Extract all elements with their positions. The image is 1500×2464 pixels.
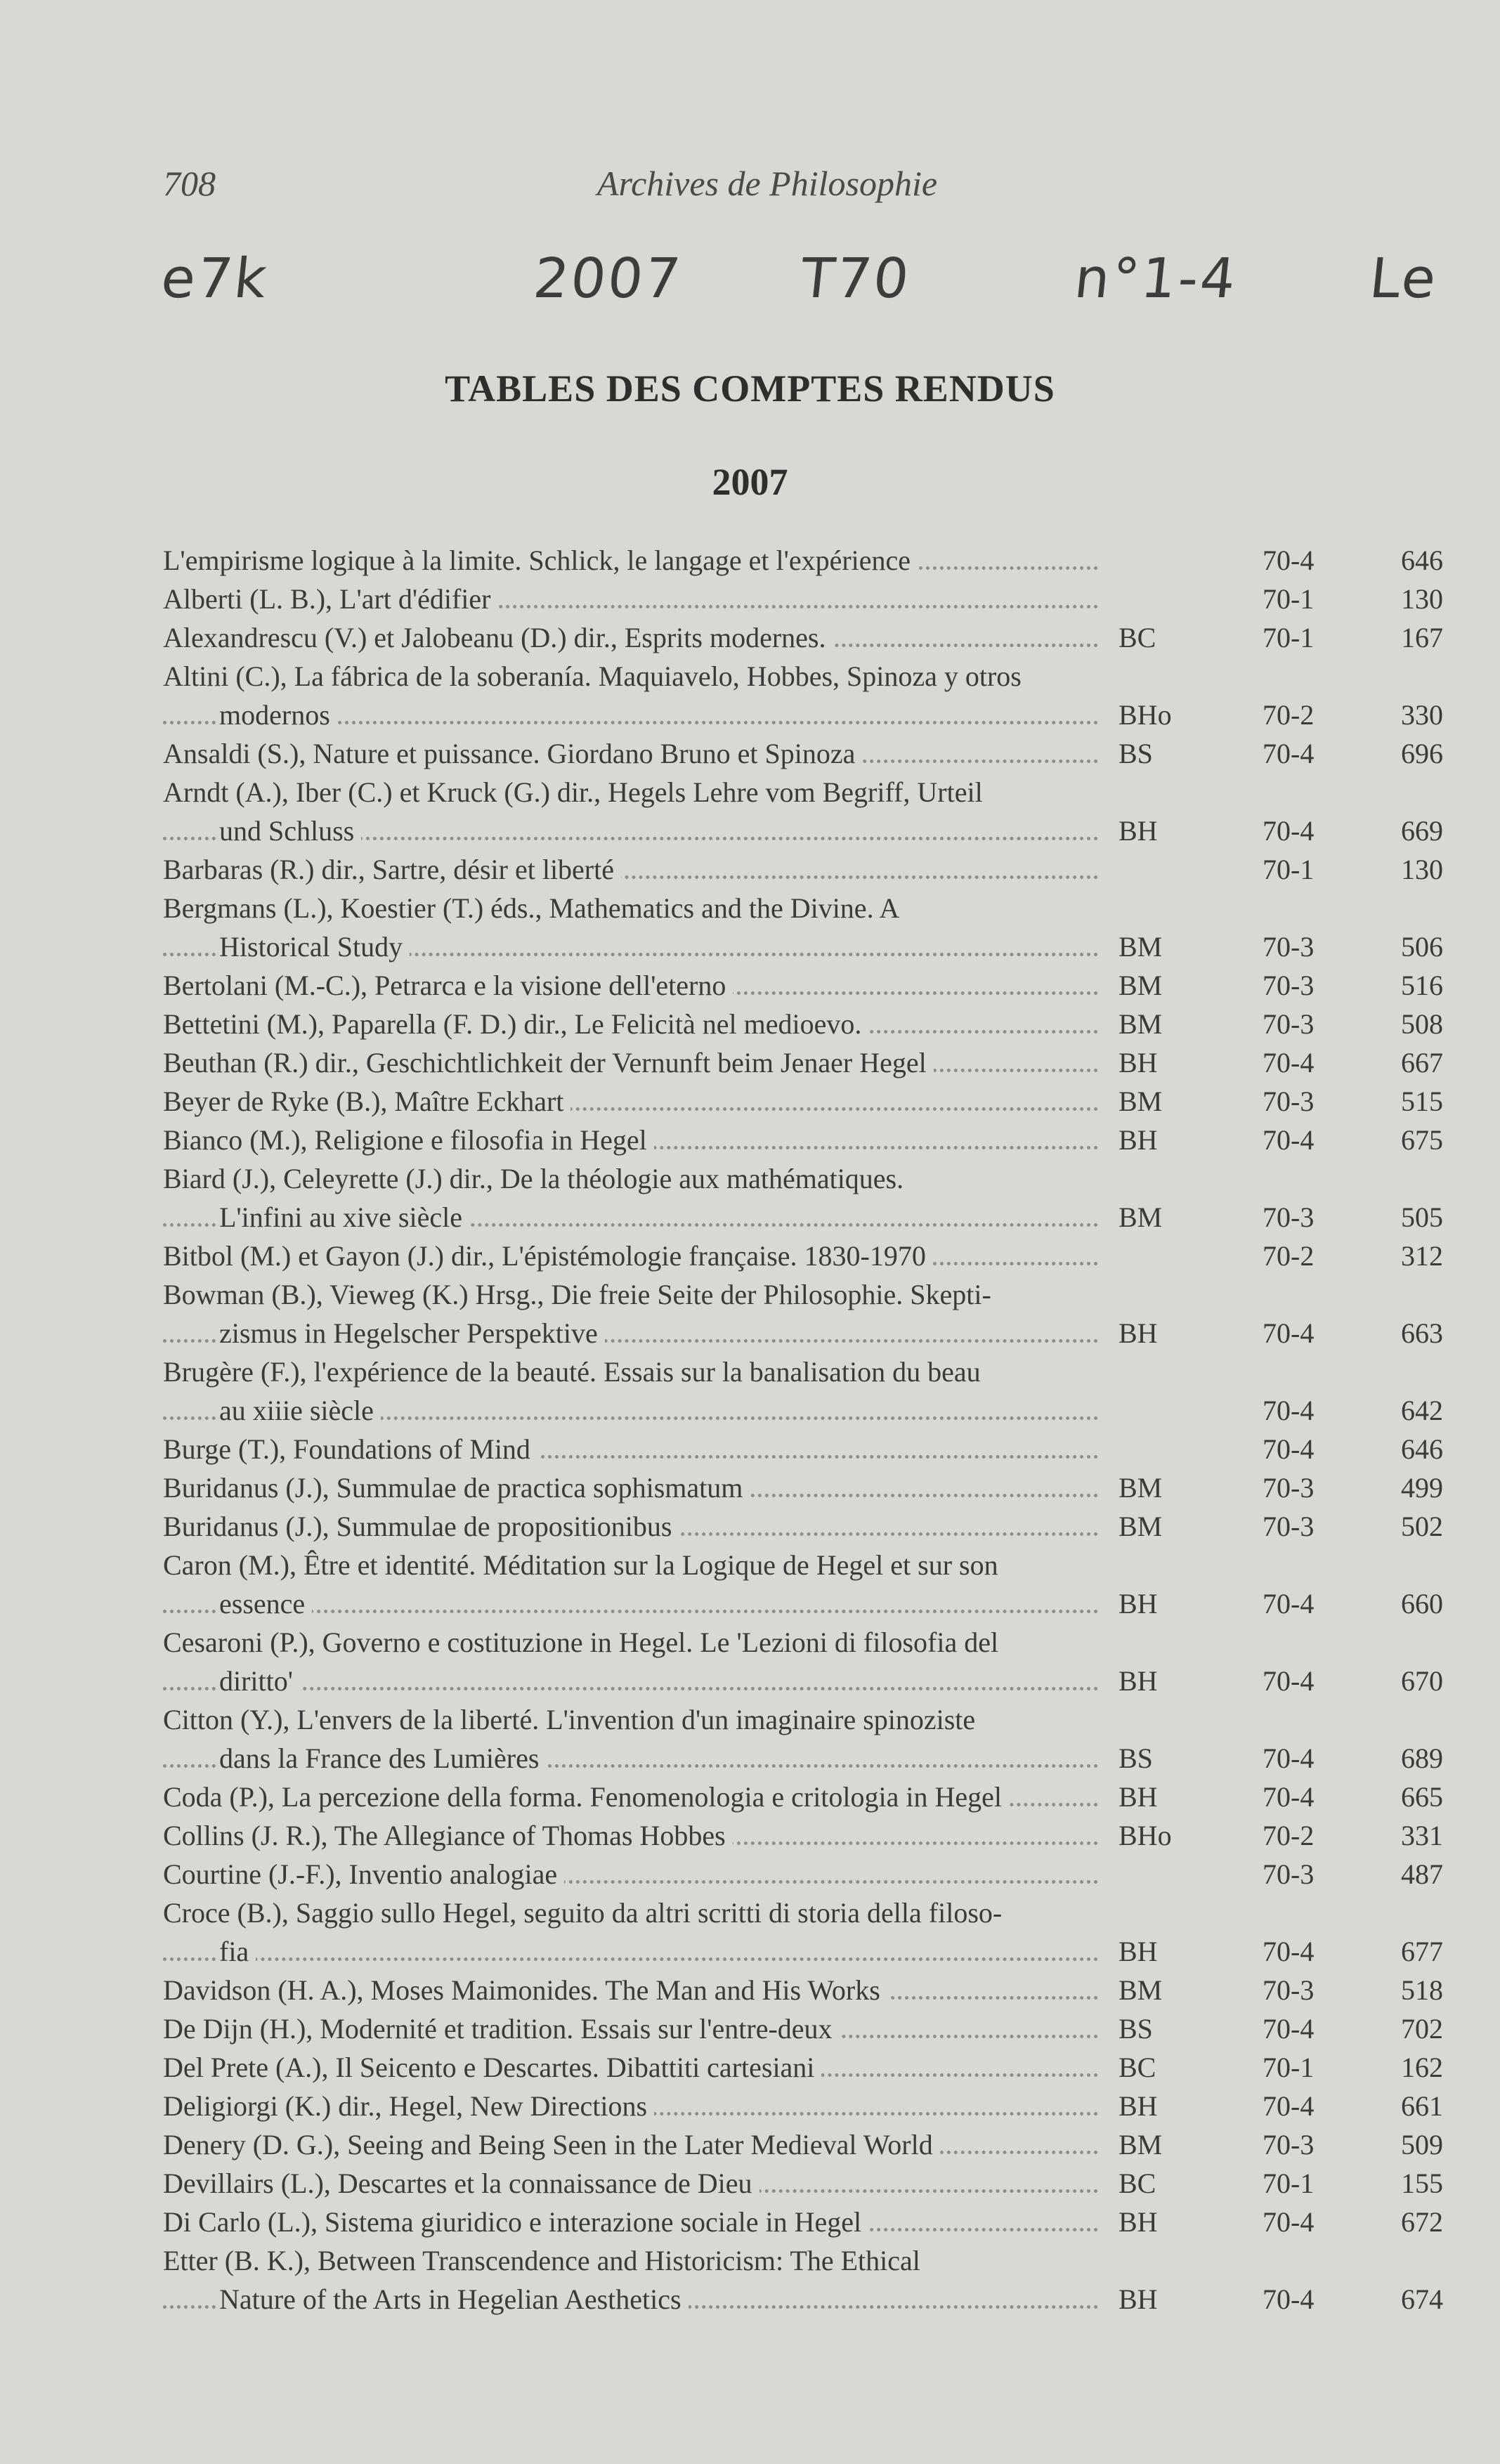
volume-issue: 70-4 — [1263, 1317, 1315, 1349]
entry-title: Croce (B.), Saggio sullo Hegel, seguito da altri scritti di storia della filoso- — [163, 1897, 1009, 1929]
volume-issue: 70-3 — [1263, 1472, 1315, 1504]
index-entry — [163, 2048, 1449, 2087]
page-reference: 130 — [1401, 854, 1443, 885]
index-entry — [163, 1275, 1449, 1352]
entry-line — [163, 1430, 1449, 1468]
volume-issue: 70-4 — [1263, 738, 1315, 769]
page-reference: 155 — [1401, 2168, 1443, 2199]
entry-reference — [1097, 1043, 1449, 1082]
series-code: BS — [1119, 1742, 1153, 1774]
series-code: BH — [1119, 1317, 1158, 1349]
series-code: BS — [1119, 2013, 1153, 2045]
page-reference: 506 — [1401, 931, 1443, 963]
page-reference: 669 — [1401, 815, 1443, 847]
series-code: BM — [1119, 970, 1163, 1001]
index-entry — [163, 1082, 1449, 1121]
index-entry — [163, 889, 1449, 966]
review-index-list — [163, 541, 1449, 2319]
volume-issue: 70-3 — [1263, 1974, 1315, 2006]
entry-reference — [1097, 1662, 1449, 1700]
entry-reference — [1097, 1005, 1449, 1043]
entry-title-continued: L'infini au xive siècle — [219, 1201, 469, 1233]
journal-title: Archives de Philosophie — [596, 164, 938, 203]
entry-title-continued: und Schluss — [219, 815, 361, 847]
entry-title: Buridanus (J.), Summulae de practica sophismatum — [163, 1472, 750, 1504]
volume-issue: 70-3 — [1263, 1858, 1315, 1890]
entry-reference — [1097, 850, 1449, 889]
entry-line — [163, 657, 1449, 696]
entry-line — [163, 1546, 1449, 1584]
volume-issue: 70-3 — [1263, 931, 1315, 963]
entry-title: Caron (M.), Être et identité. Méditation sur la Logique de Hegel et sur son — [163, 1549, 1005, 1581]
index-entry — [163, 1893, 1449, 1971]
handwritten-shelfmark: e7k — [158, 247, 272, 311]
entry-line-continued — [163, 1584, 1449, 1623]
index-entry — [163, 1159, 1449, 1237]
page-reference: 663 — [1401, 1317, 1443, 1349]
entry-reference — [1097, 811, 1449, 850]
entry-title: Collins (J. R.), The Allegiance of Thomas Hobbes — [163, 1820, 733, 1851]
page-reference: 499 — [1401, 1472, 1443, 1504]
entry-reference — [1097, 541, 1449, 580]
entry-reference — [1097, 966, 1449, 1005]
entry-line-continued — [163, 1739, 1449, 1778]
entry-title: Brugère (F.), l'expérience de la beauté. Essais sur la banalisation du beau — [163, 1356, 988, 1388]
series-code: BS — [1119, 738, 1153, 769]
entry-line-continued — [163, 1314, 1449, 1352]
volume-issue: 70-4 — [1263, 1742, 1315, 1774]
entry-reference — [1097, 1932, 1449, 1971]
page-reference: 674 — [1401, 2283, 1443, 2315]
page-reference: 130 — [1401, 583, 1443, 615]
entry-reference — [1097, 1507, 1449, 1546]
entry-line — [163, 850, 1449, 889]
page-reference: 508 — [1401, 1008, 1443, 1040]
entry-reference — [1097, 2203, 1449, 2241]
series-code: BC — [1119, 2052, 1156, 2083]
entry-line — [163, 734, 1449, 773]
entry-reference — [1097, 1391, 1449, 1430]
entry-title-continued: fia — [219, 1936, 256, 1967]
series-code: BC — [1119, 622, 1156, 653]
index-entry — [163, 734, 1449, 773]
entry-title: Denery (D. G.), Seeing and Being Seen in the Later Medieval World — [163, 2129, 940, 2160]
entry-title: Davidson (H. A.), Moses Maimonides. The Man and His Works — [163, 1974, 887, 2006]
entry-title: De Dijn (H.), Modernité et tradition. Essais sur l'entre-deux — [163, 2013, 840, 2045]
page-reference: 330 — [1401, 699, 1443, 731]
entry-title: Del Prete (A.), Il Seicento e Descartes. Dibattiti cartesiani — [163, 2052, 821, 2083]
series-code: BH — [1119, 1124, 1158, 1156]
page-reference: 487 — [1401, 1858, 1443, 1890]
entry-reference — [1097, 1584, 1449, 1623]
series-code: BM — [1119, 931, 1163, 963]
entry-title: Citton (Y.), L'envers de la liberté. L'invention d'un imaginaire spinoziste — [163, 1704, 982, 1735]
index-entry — [163, 1430, 1449, 1468]
entry-title: L'empirisme logique à la limite. Schlick, le langage et l'expérience — [163, 545, 918, 576]
entry-reference — [1097, 1468, 1449, 1507]
page-reference: 667 — [1401, 1047, 1443, 1078]
entry-reference — [1097, 1778, 1449, 1816]
series-code: BM — [1119, 1511, 1163, 1542]
entry-title: Alberti (L. B.), L'art d'édifier — [163, 583, 497, 615]
entry-title: Ansaldi (S.), Nature et puissance. Giordano Bruno et Spinoza — [163, 738, 862, 769]
entry-line — [163, 1121, 1449, 1159]
page-reference: 672 — [1401, 2206, 1443, 2238]
index-entry — [163, 1005, 1449, 1043]
entry-line — [163, 1005, 1449, 1043]
page-reference: 646 — [1401, 1433, 1443, 1465]
volume-issue: 70-4 — [1263, 1047, 1315, 1078]
entry-title: Coda (P.), La percezione della forma. Fenomenologia e critologia in Hegel — [163, 1781, 1009, 1813]
entry-reference — [1097, 2125, 1449, 2164]
page-reference: 696 — [1401, 738, 1443, 769]
volume-issue: 70-1 — [1263, 2052, 1315, 2083]
index-entry — [163, 2009, 1449, 2048]
index-entry — [163, 850, 1449, 889]
volume-issue: 70-4 — [1263, 1936, 1315, 1967]
year-heading: 2007 — [712, 461, 788, 503]
volume-issue: 70-2 — [1263, 699, 1315, 731]
entry-line — [163, 1468, 1449, 1507]
entry-line — [163, 1275, 1449, 1314]
entry-line — [163, 1855, 1449, 1893]
entry-title: Biard (J.), Celeyrette (J.) dir., De la théologie aux mathématiques. — [163, 1163, 911, 1194]
handwritten-year: 2007 — [530, 247, 686, 311]
entry-line — [163, 966, 1449, 1005]
entry-reference — [1097, 1237, 1449, 1275]
volume-issue: 70-3 — [1263, 1511, 1315, 1542]
page-reference: 515 — [1401, 1086, 1443, 1117]
entry-title: Bitbol (M.) et Gayon (J.) dir., L'épistémologie française. 1830-1970 — [163, 1240, 933, 1272]
series-code: BH — [1119, 2206, 1158, 2238]
index-entry — [163, 2087, 1449, 2125]
series-code: BM — [1119, 1086, 1163, 1117]
page-reference: 665 — [1401, 1781, 1443, 1813]
entry-title: Beyer de Ryke (B.), Maître Eckhart — [163, 1086, 570, 1117]
entry-title-continued: modernos — [219, 699, 337, 731]
entry-line-continued — [163, 1932, 1449, 1971]
entry-title: Alexandrescu (V.) et Jalobeanu (D.) dir., Esprits modernes. — [163, 622, 833, 653]
volume-issue: 70-4 — [1263, 2283, 1315, 2315]
volume-issue: 70-3 — [1263, 2129, 1315, 2160]
entry-reference — [1097, 927, 1449, 966]
volume-issue: 70-4 — [1263, 1124, 1315, 1156]
entry-title: Cesaroni (P.), Governo e costituzione in Hegel. Le 'Lezioni di filosofia del — [163, 1627, 1005, 1658]
series-code: BH — [1119, 1588, 1158, 1619]
entry-reference — [1097, 1314, 1449, 1352]
series-code: BH — [1119, 1047, 1158, 1078]
series-code: BH — [1119, 2283, 1158, 2315]
series-code: BM — [1119, 1472, 1163, 1504]
index-entry — [163, 1778, 1449, 1816]
running-head — [163, 163, 1371, 212]
entry-line — [163, 1352, 1449, 1391]
volume-issue: 70-3 — [1263, 1086, 1315, 1117]
handwritten-issues: n°1-4 — [1071, 247, 1241, 311]
series-code: BH — [1119, 1665, 1158, 1697]
volume-issue: 70-1 — [1263, 854, 1315, 885]
series-code: BM — [1119, 2129, 1163, 2160]
entry-title-continued: Nature of the Arts in Hegelian Aesthetics — [219, 2283, 689, 2315]
entry-line — [163, 1507, 1449, 1546]
volume-issue: 70-4 — [1263, 1433, 1315, 1465]
entry-line — [163, 541, 1449, 580]
entry-reference — [1097, 1816, 1449, 1855]
entry-line — [163, 2087, 1449, 2125]
entry-line — [163, 1043, 1449, 1082]
entry-title: Buridanus (J.), Summulae de propositionibus — [163, 1511, 679, 1542]
volume-issue: 70-4 — [1263, 815, 1315, 847]
index-entry — [163, 1468, 1449, 1507]
entry-reference — [1097, 1121, 1449, 1159]
volume-issue: 70-4 — [1263, 545, 1315, 576]
volume-issue: 70-3 — [1263, 970, 1315, 1001]
page-reference: 642 — [1401, 1395, 1443, 1426]
series-code: BH — [1119, 1781, 1158, 1813]
page-reference: 167 — [1401, 622, 1443, 653]
page-number: 708 — [163, 164, 216, 203]
index-entry — [163, 773, 1449, 850]
series-code: BM — [1119, 1201, 1163, 1233]
page-reference: 670 — [1401, 1665, 1443, 1697]
index-entry — [163, 966, 1449, 1005]
entry-line-continued — [163, 696, 1449, 734]
index-entry — [163, 618, 1449, 657]
index-entry — [163, 2125, 1449, 2164]
volume-issue: 70-2 — [1263, 1240, 1315, 1272]
entry-line — [163, 2164, 1449, 2203]
volume-issue: 70-1 — [1263, 2168, 1315, 2199]
volume-issue: 70-4 — [1263, 2090, 1315, 2122]
volume-issue: 70-2 — [1263, 1820, 1315, 1851]
entry-line-continued — [163, 1662, 1449, 1700]
volume-issue: 70-3 — [1263, 1008, 1315, 1040]
page-reference: 516 — [1401, 970, 1443, 1001]
entry-title: Bianco (M.), Religione e filosofia in Hegel — [163, 1124, 654, 1156]
series-code: BH — [1119, 1936, 1158, 1967]
entry-line-continued — [163, 811, 1449, 850]
entry-line — [163, 1778, 1449, 1816]
index-entry — [163, 1623, 1449, 1700]
page-reference: 509 — [1401, 2129, 1443, 2160]
page-reference: 702 — [1401, 2013, 1443, 2045]
entry-line — [163, 1082, 1449, 1121]
entry-line-continued — [163, 2280, 1449, 2319]
entry-title-continued: dans la France des Lumières — [219, 1742, 546, 1774]
entry-line — [163, 1893, 1449, 1932]
series-code: BH — [1119, 815, 1158, 847]
entry-line — [163, 2203, 1449, 2241]
series-code: BM — [1119, 1974, 1163, 2006]
entry-reference — [1097, 580, 1449, 618]
index-entry — [163, 1855, 1449, 1893]
entry-title: Courtine (J.-F.), Inventio analogiae — [163, 1858, 564, 1890]
volume-issue: 70-3 — [1263, 1201, 1315, 1233]
entry-reference — [1097, 2087, 1449, 2125]
page-reference: 661 — [1401, 2090, 1443, 2122]
volume-issue: 70-4 — [1263, 2206, 1315, 2238]
index-entry — [163, 1971, 1449, 2009]
entry-title-continued: zismus in Hegelscher Perspektive — [219, 1317, 605, 1349]
entry-reference — [1097, 618, 1449, 657]
series-code: BH — [1119, 2090, 1158, 2122]
entry-reference — [1097, 696, 1449, 734]
entry-title: Arndt (A.), Iber (C.) et Kruck (G.) dir., Hegels Lehre vom Begriff, Urteil — [163, 776, 990, 808]
entry-reference — [1097, 734, 1449, 773]
entry-title: Di Carlo (L.), Sistema giuridico e interazione sociale in Hegel — [163, 2206, 868, 2238]
entry-reference — [1097, 1430, 1449, 1468]
series-code: BHo — [1119, 699, 1172, 731]
volume-issue: 70-1 — [1263, 622, 1315, 653]
volume-issue: 70-4 — [1263, 1588, 1315, 1619]
page-reference: 518 — [1401, 1974, 1443, 2006]
index-entry — [163, 2241, 1449, 2319]
section-title: TABLES DES COMPTES RENDUS — [445, 367, 1055, 410]
entry-title: Altini (C.), La fábrica de la soberanía. Maquiavelo, Hobbes, Spinoza y otros — [163, 660, 1029, 692]
index-entry — [163, 2203, 1449, 2241]
page-reference: 660 — [1401, 1588, 1443, 1619]
page-reference: 331 — [1401, 1820, 1443, 1851]
series-code: BC — [1119, 2168, 1156, 2199]
entry-line — [163, 1159, 1449, 1198]
entry-title: Bertolani (M.-C.), Petrarca e la visione dell'eterno — [163, 970, 733, 1001]
index-entry — [163, 657, 1449, 734]
entry-reference — [1097, 1198, 1449, 1237]
entry-line — [163, 1623, 1449, 1662]
entry-line — [163, 773, 1449, 811]
entry-reference — [1097, 2009, 1449, 2048]
page-reference: 312 — [1401, 1240, 1443, 1272]
series-code: BM — [1119, 1008, 1163, 1040]
entry-title: Devillairs (L.), Descartes et la connaissance de Dieu — [163, 2168, 759, 2199]
index-entry — [163, 1043, 1449, 1082]
entry-title: Bowman (B.), Vieweg (K.) Hrsg., Die freie Seite der Philosophie. Skepti- — [163, 1279, 998, 1310]
entry-reference — [1097, 2280, 1449, 2319]
entry-line — [163, 1700, 1449, 1739]
entry-reference — [1097, 2048, 1449, 2087]
entry-title: Bettetini (M.), Paparella (F. D.) dir., Le Felicità nel medioevo. — [163, 1008, 868, 1040]
entry-line — [163, 618, 1449, 657]
entry-title-continued: Historical Study — [219, 931, 410, 963]
entry-title-continued: essence — [219, 1588, 312, 1619]
entry-reference — [1097, 1082, 1449, 1121]
entry-title: Deligiorgi (K.) dir., Hegel, New Directions — [163, 2090, 654, 2122]
entry-line-continued — [163, 927, 1449, 966]
handwritten-mark: Le — [1367, 247, 1441, 311]
index-entry — [163, 1352, 1449, 1430]
page-reference: 646 — [1401, 545, 1443, 576]
entry-reference — [1097, 1855, 1449, 1893]
index-entry — [163, 1237, 1449, 1275]
index-entry — [163, 541, 1449, 580]
entry-title: Beuthan (R.) dir., Geschichtlichkeit der Vernunft beim Jenaer Hegel — [163, 1047, 934, 1078]
page-reference: 677 — [1401, 1936, 1443, 1967]
entry-title-continued: diritto' — [219, 1665, 300, 1697]
entry-title: Burge (T.), Foundations of Mind — [163, 1433, 537, 1465]
volume-issue: 70-4 — [1263, 1665, 1315, 1697]
index-entry — [163, 580, 1449, 618]
entry-title: Etter (B. K.), Between Transcendence and Historicism: The Ethical — [163, 2245, 927, 2276]
entry-title-continued: au xiiie siècle — [219, 1395, 381, 1426]
page-reference: 689 — [1401, 1742, 1443, 1774]
page-reference: 505 — [1401, 1201, 1443, 1233]
index-entry — [163, 1816, 1449, 1855]
page-reference: 162 — [1401, 2052, 1443, 2083]
volume-issue: 70-4 — [1263, 2013, 1315, 2045]
entry-line — [163, 580, 1449, 618]
handwritten-volume: T70 — [797, 247, 914, 311]
entry-line-continued — [163, 1198, 1449, 1237]
entry-line-continued — [163, 1391, 1449, 1430]
entry-line — [163, 1237, 1449, 1275]
entry-reference — [1097, 1739, 1449, 1778]
entry-title: Barbaras (R.) dir., Sartre, désir et liberté — [163, 854, 621, 885]
entry-line — [163, 1816, 1449, 1855]
volume-issue: 70-4 — [1263, 1395, 1315, 1426]
index-entry — [163, 1121, 1449, 1159]
handwritten-note — [141, 247, 1475, 339]
volume-issue: 70-4 — [1263, 1781, 1315, 1813]
index-entry — [163, 2164, 1449, 2203]
series-code: BHo — [1119, 1820, 1172, 1851]
index-entry — [163, 1507, 1449, 1546]
volume-issue: 70-1 — [1263, 583, 1315, 615]
entry-line — [163, 2241, 1449, 2280]
index-entry — [163, 1700, 1449, 1778]
entry-line — [163, 2125, 1449, 2164]
entry-line — [163, 2048, 1449, 2087]
entry-line — [163, 889, 1449, 927]
index-entry — [163, 1546, 1449, 1623]
page-reference: 675 — [1401, 1124, 1443, 1156]
page-reference: 502 — [1401, 1511, 1443, 1542]
entry-line — [163, 1971, 1449, 2009]
entry-reference — [1097, 1971, 1449, 2009]
entry-title: Bergmans (L.), Koestier (T.) éds., Mathematics and the Divine. A — [163, 892, 906, 924]
entry-reference — [1097, 2164, 1449, 2203]
entry-line — [163, 2009, 1449, 2048]
